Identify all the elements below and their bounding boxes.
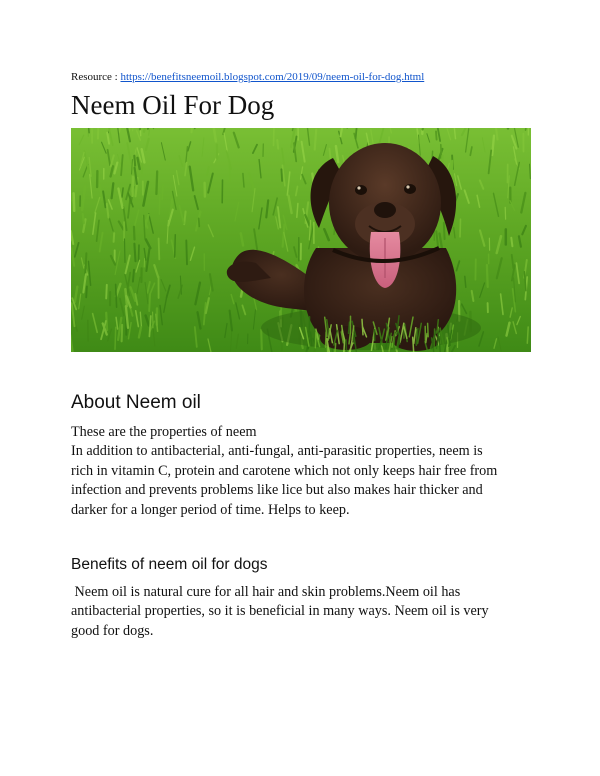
grass-blade	[85, 253, 86, 275]
grass-blade	[116, 284, 117, 307]
benefits-line: antibacterial properties, so it is beneficial in many ways. Neem oil is very	[71, 603, 489, 620]
benefits-line: Neem oil is natural cure for all hair and skin problems.Neem oil has	[71, 584, 461, 600]
grass-blade	[315, 130, 317, 150]
grass-blade	[133, 270, 134, 282]
grass-blade	[399, 334, 400, 344]
resource-label: Resource :	[71, 71, 121, 83]
about-line: In addition to antibacterial, anti-fungal, anti-parasitic properties, neem is	[71, 443, 483, 460]
grass-blade	[184, 212, 185, 225]
grass-blade	[281, 169, 282, 181]
grass-blade	[309, 317, 310, 337]
benefits-heading: Benefits of neem oil for dogs	[71, 556, 268, 573]
grass-blade	[199, 218, 200, 226]
grass-blade	[122, 325, 123, 341]
grass-blade	[335, 344, 336, 353]
grass-blade	[444, 223, 445, 239]
grass-blade	[460, 219, 461, 237]
grass-blade	[261, 330, 262, 350]
about-paragraph	[71, 423, 533, 520]
grass-blade	[428, 323, 429, 336]
grass-blade	[134, 156, 135, 166]
grass-blade	[159, 195, 160, 215]
resource-link[interactable]: https://benefitsneemoil.blogspot.com/2019/09/neem-oil-for-dog.html	[120, 71, 425, 83]
grass-blade	[156, 171, 157, 194]
grass-blade	[349, 322, 350, 333]
grass-blade	[356, 128, 357, 139]
puppy-photo	[71, 128, 531, 352]
about-line: rich in vitamin C, protein and carotene which not only keeps hair free from	[71, 462, 498, 479]
grass-blade	[125, 239, 126, 262]
grass-blade	[274, 128, 275, 145]
grass-blade	[175, 235, 176, 257]
grass-blade	[122, 188, 123, 197]
grass-blade	[134, 227, 135, 240]
grass-blade	[133, 177, 134, 196]
benefits-line: good for dogs.	[71, 622, 154, 639]
grass-blade	[74, 193, 75, 210]
grass-blade	[277, 140, 278, 149]
about-line: These are the properties of neem	[71, 424, 257, 440]
resource-line	[71, 70, 424, 84]
grass-blade	[346, 340, 347, 352]
grass-blade	[115, 327, 116, 349]
grass-blade	[436, 131, 437, 139]
grass-blade	[487, 265, 488, 287]
grass-blade	[149, 294, 150, 311]
grass-blade	[98, 128, 99, 139]
grass-blade	[88, 128, 89, 133]
about-line: infection and prevents problems like lice but also makes hair thicker and	[71, 482, 483, 499]
grass-blade	[326, 332, 327, 347]
benefits-paragraph	[71, 583, 533, 641]
grass-blade	[83, 214, 84, 223]
page-title: Neem Oil For Dog	[71, 90, 275, 120]
grass-blade	[315, 332, 316, 347]
grass-blade	[527, 327, 528, 343]
about-heading: About Neem oil	[71, 392, 201, 413]
grass-blade	[114, 233, 115, 242]
grass-blade	[511, 238, 512, 247]
grass-blade	[134, 244, 135, 262]
grass-blade	[465, 276, 466, 287]
grass-blade	[86, 286, 87, 297]
grass-blade	[139, 245, 140, 262]
grass-blade	[159, 239, 160, 260]
about-line: darker for a longer period of time. Helps to keep.	[71, 501, 350, 518]
grass-blade	[106, 285, 107, 299]
grass-blade	[186, 241, 187, 265]
grass-blade	[162, 185, 163, 200]
grass-blade	[413, 337, 414, 352]
